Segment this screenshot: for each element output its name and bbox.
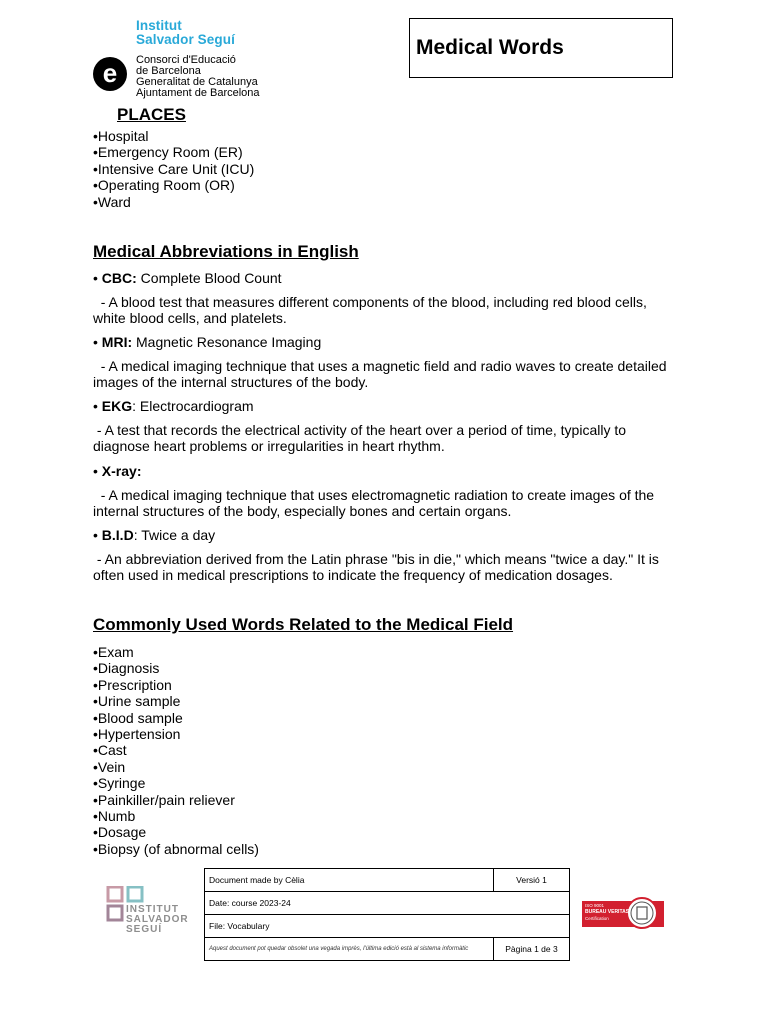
abbr-term: B.I.D — [101, 527, 134, 543]
abbr-term: MRI: — [101, 334, 133, 350]
cert-certification-label: Certification — [585, 916, 609, 921]
bullet: • — [93, 463, 102, 479]
list-item: •Vein — [93, 758, 126, 775]
places-list — [93, 128, 254, 210]
list-item: •Hospital — [93, 128, 149, 144]
list-item: •Emergency Room (ER) — [93, 144, 243, 161]
bullet: • — [93, 527, 102, 543]
consorci-line1: Consorci d'Educació — [136, 54, 236, 66]
list-item: •Blood sample — [93, 709, 183, 726]
list-item: •Dosage — [93, 824, 147, 841]
abbr-mri-desc: - A medical imaging technique that uses a magnetic field and radio waves to create detailed images of the internal structures of the body. — [93, 358, 671, 390]
institute-name-line1: Institut — [136, 18, 182, 33]
abbr-mri-term — [93, 335, 683, 351]
list-item: •Exam — [93, 644, 134, 660]
abbr-meaning: : Twice a day — [133, 527, 216, 543]
bullet: • — [93, 334, 102, 350]
consorci-e-letter: e — [102, 58, 118, 88]
abbr-meaning: : Electrocardiogram — [132, 398, 254, 414]
consorci-line2: de Barcelona — [136, 65, 201, 77]
title-box — [409, 18, 673, 78]
abbr-term: X-ray: — [101, 463, 142, 479]
consorci-line4: Ajuntament de Barcelona — [136, 87, 260, 99]
list-item: •Painkiller/pain reliever — [93, 791, 235, 808]
list-item: •Syringe — [93, 775, 146, 792]
bullet: • — [93, 398, 102, 414]
list-item: •Operating Room (OR) — [93, 177, 235, 194]
cert-bureau-label: BUREAU VERITAS — [585, 909, 630, 915]
version-cell: Versió 1 — [494, 869, 570, 892]
common-words-list — [93, 644, 259, 857]
abbr-xray-term — [93, 464, 683, 480]
abbr-bid-desc: - An abbreviation derived from the Latin phrase "bis in die," which means "twice a day." It is often used in medical prescriptions to indicate the frequency of medication dosages. — [93, 551, 663, 583]
list-item: •Urine sample — [93, 693, 181, 710]
abbr-meaning: Magnetic Resonance Imaging — [132, 334, 322, 350]
list-item: •Prescription — [93, 676, 172, 693]
abbreviations-heading: Medical Abbreviations in English — [93, 242, 359, 261]
abbr-ekg-desc: - A test that records the electrical activity of the heart over a period of time, typically to diagnose heart problems or irregularities in heart rhythm. — [93, 422, 630, 454]
footer-logo-line3: SEGUÍ — [126, 924, 163, 935]
places-heading: PLACES — [117, 105, 186, 124]
abbr-meaning: Complete Blood Count — [136, 270, 282, 286]
list-item: •Diagnosis — [93, 660, 160, 677]
abbr-bid-term — [93, 528, 683, 544]
abbr-ekg-term — [93, 399, 683, 415]
disclaimer-cell: Aquest document pot quedar obsolet una vegada imprès, l'última edició està al sistema informàtic — [205, 938, 494, 961]
consorci-line3: Generalitat de Catalunya — [136, 76, 258, 88]
document-info-table — [204, 868, 570, 961]
consorci-e-icon — [92, 56, 128, 92]
institute-name-line2: Salvador Seguí — [136, 32, 235, 47]
page-number-cell: Pàgina 1 de 3 — [494, 938, 570, 961]
abbr-cbc-term — [93, 271, 683, 287]
page-title: Medical Words — [416, 36, 564, 59]
abbr-cbc-desc: - A blood test that measures different components of the blood, including red blood cells, white blood cells, and platelets. — [93, 294, 651, 326]
footer-logo-line2: SALVADOR — [126, 914, 189, 925]
file-cell: File: Vocabulary — [205, 915, 570, 938]
institute-footer-logo — [106, 886, 196, 938]
bureau-veritas-logo — [582, 895, 664, 931]
abbr-term: EKG — [101, 398, 133, 414]
list-item: •Ward — [93, 193, 131, 210]
list-item: •Numb — [93, 808, 136, 825]
list-item: •Intensive Care Unit (ICU) — [93, 160, 255, 177]
date-cell: Date: course 2023-24 — [205, 892, 570, 915]
made-by-cell: Document made by Cèlia — [205, 869, 494, 892]
institute-logo — [92, 18, 292, 100]
list-item: •Cast — [93, 742, 127, 759]
footer-logo-line1: INSTITUT — [126, 904, 179, 915]
common-words-heading: Commonly Used Words Related to the Medical Field — [93, 615, 514, 634]
abbr-term: CBC: — [101, 270, 137, 286]
cert-iso-label: ISO 9001 — [585, 903, 605, 908]
bullet: • — [93, 270, 102, 286]
list-item: •Hypertension — [93, 726, 181, 743]
list-item: •Biopsy (of abnormal cells) — [93, 840, 259, 857]
abbr-xray-desc: - A medical imaging technique that uses electromagnetic radiation to create images of the internal structures of the body, especially bones and certain organs. — [93, 487, 658, 519]
